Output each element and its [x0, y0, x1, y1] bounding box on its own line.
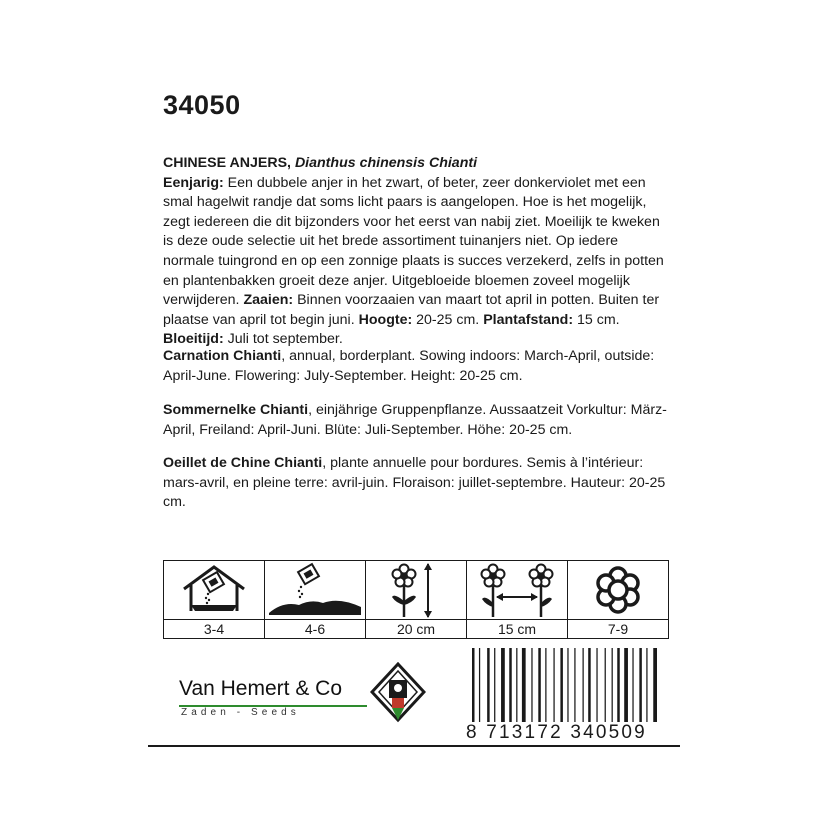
indoor-sowing-cell: [163, 560, 265, 639]
spacing-label: Plantafstand:: [483, 311, 574, 328]
french-text: , plante annuelle pour bordures. Semis à l’intérieur: mars-avril, en pleine terre: avril-juin. Floraison: juillet-septembre. Hauteur: 20-25 cm.: [163, 455, 666, 511]
barcode-bar: [553, 648, 554, 722]
barcode-bar: [588, 648, 591, 722]
plant-height-icon: [366, 561, 466, 620]
spacing-text: 15 cm.: [577, 311, 620, 328]
outdoor-sowing-icon: [265, 561, 365, 620]
plant-height-cell: [365, 560, 467, 639]
bottom-rule: [148, 745, 680, 747]
english-text: , annual, borderplant. Sowing indoors: March-April, outside: April-June. Flowering: July-September. Height: 20-25 cm.: [163, 348, 655, 384]
dutch-description: [163, 154, 673, 350]
barcode-bar: [567, 648, 568, 722]
barcode-bar: [516, 648, 517, 722]
indoor-sowing-icon: [164, 561, 264, 620]
barcode-bar: [653, 648, 657, 722]
german-description: [163, 401, 673, 440]
brand-tagline: Zaden - Seeds: [181, 707, 300, 718]
barcode-bar: [494, 648, 495, 722]
bloom-text: Juli tot september.: [227, 331, 343, 348]
outdoor-sowing-months: 4-6: [304, 621, 326, 637]
bloom-label: Bloeitijd:: [163, 331, 224, 348]
german-text: , einjährige Gruppenpflanze. Aussaatzeit Vorkultur: März-April, Freiland: April-Juni. Blüte: Juli-September. Höhe: 20-25 cm.: [163, 402, 667, 438]
indoor-sowing-months: 3-4: [203, 621, 225, 637]
barcode-bar: [545, 648, 546, 722]
flowering-cell: [567, 560, 669, 639]
barcode-bar: [617, 648, 620, 722]
sowing-label: Zaaien:: [243, 292, 294, 309]
barcode-bar: [639, 648, 642, 722]
plant-height-value: 20 cm: [396, 621, 436, 637]
barcode-bar: [522, 648, 526, 722]
latin-name: Dianthus chinensis Chianti: [294, 155, 478, 171]
plant-spacing-cell: [466, 560, 568, 639]
barcode-bar: [624, 648, 628, 722]
barcode-bar: [509, 648, 512, 722]
plant-spacing-icon: [467, 561, 567, 620]
outdoor-sowing-cell: [264, 560, 366, 639]
barcode-bar: [646, 648, 647, 722]
flowering-icon: [568, 561, 668, 620]
brand-name: Van Hemert & Co: [179, 677, 343, 700]
dutch-description-text: Een dubbele anjer in het zwart, of beter, zeer donkerviolet met een smal hagelwit randje dat soms licht paars is aangelopen. Hoe is het mogelijk, zegt iedereen die dit bijzonders voor het eerst van nabij ziet. Moeilijk te kweken is deze oude selectie uit het brede assortiment tuinanjers niet. Op iedere normale tuingrond en op een zonnige plaats is succes verzekerd, zelfs in potten en plantenbakken groeit deze anjer. Uitgebloeide bloemen zoveel mogelijk verwijderen.: [163, 174, 664, 309]
dutch-title: CHINESE ANJERS,: [163, 155, 291, 171]
barcode-bar: [612, 648, 613, 722]
french-description: [163, 454, 673, 513]
barcode-bar: [501, 648, 505, 722]
barcode-bar: [596, 648, 597, 722]
life-cycle-label: Eenjarig:: [163, 174, 224, 191]
brand-emblem-icon: [370, 662, 426, 724]
barcode-bar: [487, 648, 490, 722]
barcode-bar: [538, 648, 541, 722]
barcode-bar: [605, 648, 606, 722]
cultivation-icon-strip: [163, 560, 673, 641]
plant-spacing-value: 15 cm: [497, 621, 537, 637]
french-name: Oeillet de Chine Chianti: [163, 455, 323, 471]
height-label: Hoogte:: [358, 311, 413, 328]
sowing-text: Binnen voorzaaien van maart tot april in potten. Buiten ter plaatse van april tot begin juni.: [163, 292, 660, 328]
german-name: Sommernelke Chianti: [163, 402, 309, 418]
english-name: Carnation Chianti: [163, 348, 282, 364]
barcode-bar: [632, 648, 633, 722]
flowering-months: 7-9: [607, 621, 629, 637]
height-text: 20-25 cm.: [416, 311, 480, 328]
english-description: [163, 347, 673, 386]
barcode-number: 8 713172 340509: [466, 722, 666, 744]
barcode-bar: [531, 648, 532, 722]
product-code: 34050: [163, 90, 241, 120]
barcode-bar: [560, 648, 563, 722]
